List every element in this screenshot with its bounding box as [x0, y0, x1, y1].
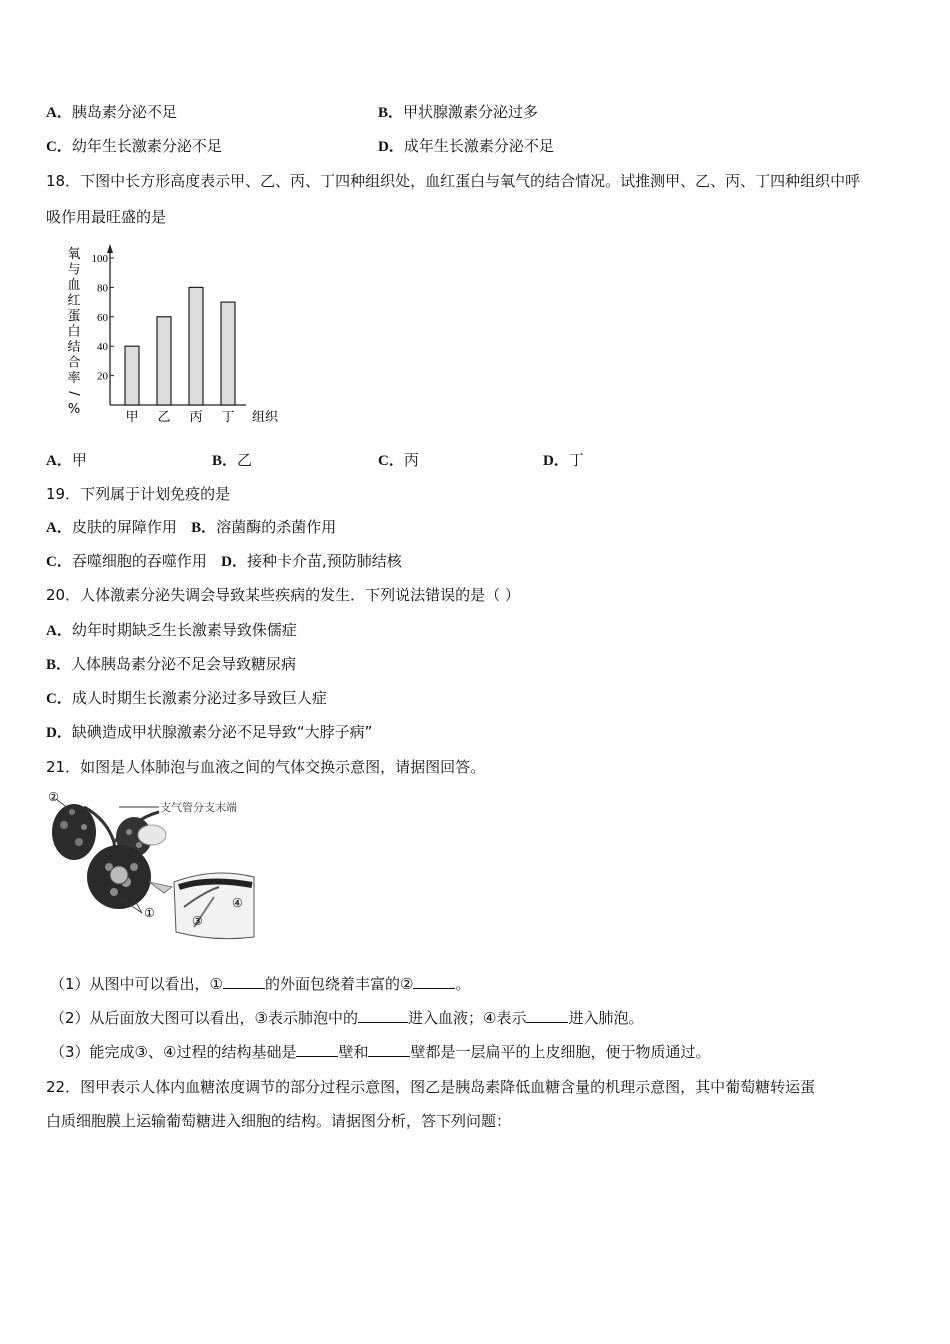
bronchus-label: 支气管分支末端: [160, 801, 237, 814]
y-axis-label-char: %: [67, 402, 81, 417]
q21-stem: 21．如图是人体肺泡与血液之间的气体交换示意图，请据图回答。: [46, 758, 486, 776]
q18-option-a: A．甲: [46, 451, 87, 469]
chart-x-categories: [125, 410, 234, 425]
q22-stem-line1: 22．图甲表示人体内血糖浓度调节的部分过程示意图，图乙是胰岛素降低血糖含量的机理示意图，其中葡萄糖转运蛋: [46, 1078, 816, 1096]
chart-y-axis-label: [66, 247, 81, 417]
y-axis-label-char: 率: [67, 371, 81, 386]
q18-option-c: C．丙: [378, 451, 419, 469]
y-axis-label-char: 血: [67, 278, 81, 293]
x-category-label: 甲: [125, 410, 139, 425]
y-axis-label-char: 与: [67, 262, 81, 278]
q19-options-ab: A．皮肤的屏障作用 B．溶菌酶的杀菌作用: [46, 518, 337, 536]
answer-blank[interactable]: [296, 1042, 338, 1057]
q18-stem-line1: 18．下图中长方形高度表示甲、乙、丙、丁四种组织处，血红蛋白与氧气的结合情况。试推测甲、乙、丙、丁四种组织中呼: [46, 172, 861, 190]
q20-option-c: C．成人时期生长激素分泌过多导致巨人症: [46, 689, 327, 707]
marker-2-pointer: [56, 799, 69, 809]
y-axis-label-char: 红: [67, 293, 81, 309]
q21-sub1: （1）从图中可以看出，① 的外面包绕着丰富的② 。: [50, 975, 471, 993]
q20-option-a: A．幼年时期缺乏生长激素导致侏儒症: [46, 621, 297, 639]
bar-丁: [221, 302, 235, 405]
q18-option-b: B．乙: [212, 451, 253, 469]
answer-blank[interactable]: [526, 1008, 568, 1023]
y-axis-label-char: 氧: [67, 247, 81, 262]
y-tick-label: 60: [97, 311, 108, 324]
q20-stem: 20．人体激素分泌失调会导致某些疾病的发生．下列说法错误的是（ ）: [46, 586, 520, 604]
answer-blank[interactable]: [368, 1042, 410, 1057]
y-tick-label: 100: [91, 253, 108, 265]
answer-blank[interactable]: [358, 1008, 408, 1023]
x-category-label: 丙: [189, 410, 203, 425]
y-tick-label: 80: [97, 282, 108, 295]
q17-option-d: D．成年生长激素分泌不足: [378, 137, 554, 155]
alveoli-cluster-icon: [52, 804, 166, 909]
y-axis-label-char: 蛋: [67, 309, 81, 324]
y-axis-label-char: 结: [67, 340, 81, 355]
chart-bars: [125, 287, 235, 405]
q18-stem-line2: 吸作用最旺盛的是: [46, 208, 167, 226]
bar-丙: [189, 287, 203, 405]
q20-option-d: D．缺碘造成甲状腺激素分泌不足导致“大脖子病”: [46, 723, 373, 741]
q17-option-b: B．甲状腺激素分泌过多: [378, 103, 539, 121]
q19-stem: 19．下列属于计划免疫的是: [46, 485, 231, 503]
q22-stem-line2: 白质细胞膜上运输葡萄糖进入细胞的结构。请据图分析，答下列问题：: [46, 1112, 512, 1130]
q20-option-b: B．人体胰岛素分泌不足会导致糖尿病: [46, 655, 297, 673]
y-axis-label-char: /: [66, 391, 81, 396]
marker-3: ③: [192, 914, 203, 928]
q21-sub2: （2）从后面放大图可以看出，③表示肺泡中的 进入血液；④表示 进入肺泡。: [50, 1009, 644, 1027]
alveoli-gas-exchange-figure: [44, 787, 259, 942]
answer-blank[interactable]: [413, 974, 455, 989]
q21-sub3: （3）能完成③、④过程的结构基础是 壁和 壁都是一层扁平的上皮细胞，便于物质通过。: [50, 1043, 711, 1061]
y-tick-label: 20: [97, 370, 108, 383]
answer-blank[interactable]: [223, 974, 265, 989]
x-category-label: 乙: [157, 410, 171, 425]
q19-options-cd: C．吞噬细胞的吞噬作用 D．接种卡介苗,预防肺结核: [46, 552, 402, 570]
q17-option-c: C．幼年生长激素分泌不足: [46, 137, 222, 155]
q18-option-d: D．丁: [543, 451, 584, 469]
chart-x-axis-label: 组织: [252, 410, 279, 425]
q17-option-a: A．胰岛素分泌不足: [46, 103, 177, 121]
oxygen-binding-bar-chart: [62, 244, 292, 434]
chart-y-axis-arrow: [107, 244, 113, 253]
x-category-label: 丁: [221, 410, 235, 425]
bar-乙: [157, 317, 171, 405]
marker-2: ②: [48, 790, 59, 804]
marker-1: ①: [144, 906, 155, 920]
marker-4: ④: [232, 896, 243, 910]
y-axis-label-char: 合: [67, 355, 81, 371]
y-axis-label-char: 白: [67, 324, 81, 340]
bar-甲: [125, 346, 139, 405]
magnify-arrow-icon: [149, 882, 172, 893]
y-tick-label: 40: [97, 341, 108, 354]
